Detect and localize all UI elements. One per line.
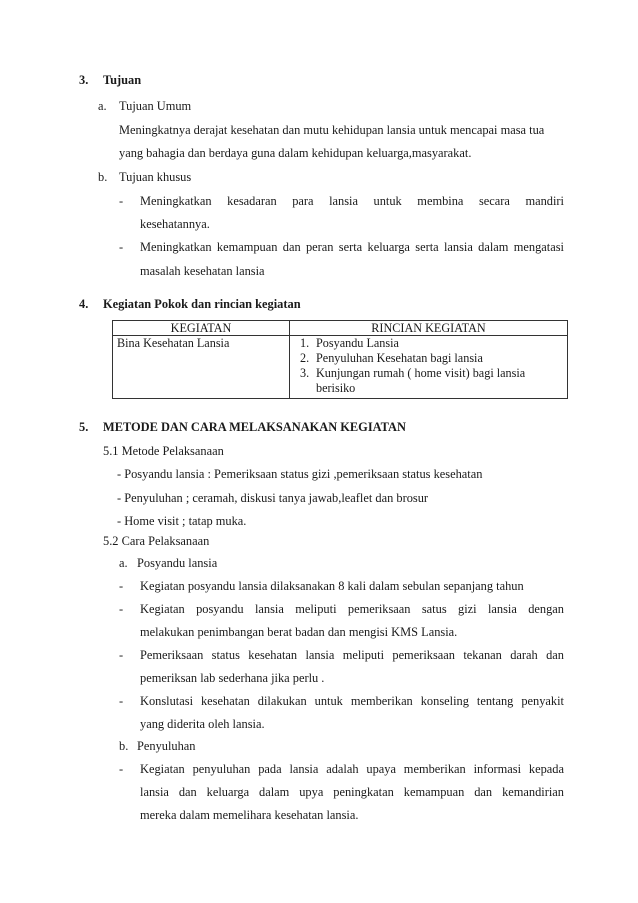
tujuan-umum-line-2: yang bahagia dan berdaya guna dalam kehidupan keluarga,masyarakat. [119, 146, 472, 160]
table-row [113, 336, 568, 399]
penyuluhan-title: Penyuluhan [137, 739, 196, 753]
section-4-title: Kegiatan Pokok dan rincian kegiatan [103, 297, 301, 311]
list-number: 1. [300, 336, 310, 350]
item-a-label: a. [119, 556, 128, 570]
list-item-line-2: melakukan penimbangan berat badan dan mengisi KMS Lansia. [140, 625, 458, 639]
tujuan-khusus-title: Tujuan khusus [119, 170, 192, 184]
section-3-number: 3. [79, 73, 89, 87]
list-item [294, 366, 563, 396]
list-item-line-1: Kegiatan penyuluhan pada lansia adalah upaya memberikan informasi kepada [140, 762, 564, 776]
list-dash: - [119, 579, 124, 593]
item-b-label: b. [98, 170, 108, 184]
list-item-line-1: Pemeriksaan status kesehatan lansia meliputi pemeriksaan tekanan darah dan [140, 648, 564, 662]
subsection-5-2-title: 5.2 Cara Pelaksanaan [103, 534, 210, 548]
list-item [294, 351, 563, 366]
list-item-line-1: Meningkatkan kemampuan dan peran serta keluarga serta lansia dalam mengatasi [140, 240, 564, 254]
section-3-title: Tujuan [103, 73, 142, 87]
posyandu-lansia-title: Posyandu lansia [137, 556, 218, 570]
metode-item: - Penyuluhan ; ceramah, diskusi tanya jawab,leaflet dan brosur [117, 491, 429, 505]
list-item [294, 336, 563, 351]
list-number: 2. [300, 351, 310, 365]
list-text: Posyandu Lansia [316, 336, 399, 350]
tujuan-umum-line-1: Meningkatnya derajat kesehatan dan mutu kehidupan lansia untuk mencapai masa tua [119, 123, 545, 137]
list-dash: - [119, 602, 124, 616]
list-item-line-2: masalah kesehatan lansia [140, 264, 265, 278]
section-5-title: METODE DAN CARA MELAKSANAKAN KEGIATAN [103, 420, 406, 434]
list-text: Kunjungan rumah ( home visit) bagi lansia berisiko [316, 366, 526, 395]
item-b-label: b. [119, 739, 129, 753]
metode-item: - Posyandu lansia : Pemeriksaan status gizi ,pemeriksaan status kesehatan [117, 467, 483, 481]
kegiatan-table [112, 320, 568, 399]
list-item-line-1: Kegiatan posyandu lansia meliputi pemeriksaan satus gizi lansia dengan [140, 602, 564, 616]
rincian-list [294, 336, 563, 396]
list-dash: - [119, 694, 124, 708]
section-5-number: 5. [79, 420, 89, 434]
list-item-line-2: pemeriksan lab sederhana jika perlu . [140, 671, 325, 685]
list-dash: - [119, 648, 124, 662]
section-4-number: 4. [79, 297, 89, 311]
list-dash: - [119, 194, 124, 208]
list-item-line-3: mereka dalam memelihara kesehatan lansia. [140, 808, 359, 822]
list-text: Penyuluhan Kesehatan bagi lansia [316, 351, 483, 365]
subsection-5-1-title: 5.1 Metode Pelaksanaan [103, 444, 224, 458]
list-dash: - [119, 762, 124, 776]
list-item-line-2: yang diderita oleh lansia. [140, 717, 265, 731]
list-item-line-1: Konslutasi kesehatan dilakukan untuk memberikan konseling tentang penyakit [140, 694, 564, 708]
table-header-rincian: RINCIAN KEGIATAN [290, 321, 568, 336]
list-dash: - [119, 240, 124, 254]
table-header-row [113, 321, 568, 336]
list-item-line-2: lansia dan keluarga dalam upya peningkatan kemampuan dan kemandirian [140, 785, 564, 799]
list-item-line-2: kesehatannya. [140, 217, 210, 231]
item-a-label: a. [98, 99, 107, 113]
tujuan-umum-title: Tujuan Umum [119, 99, 192, 113]
metode-item: - Home visit ; tatap muka. [117, 514, 247, 528]
table-cell-rincian [290, 336, 568, 399]
list-number: 3. [300, 366, 310, 380]
list-item-line-1: Meningkatkan kesadaran para lansia untuk membina secara mandiri [140, 194, 564, 208]
table-header-kegiatan: KEGIATAN [113, 321, 290, 336]
list-item-line-1: Kegiatan posyandu lansia dilaksanakan 8 kali dalam sebulan sepanjang tahun [140, 579, 524, 593]
table-cell-kegiatan: Bina Kesehatan Lansia [113, 336, 290, 399]
